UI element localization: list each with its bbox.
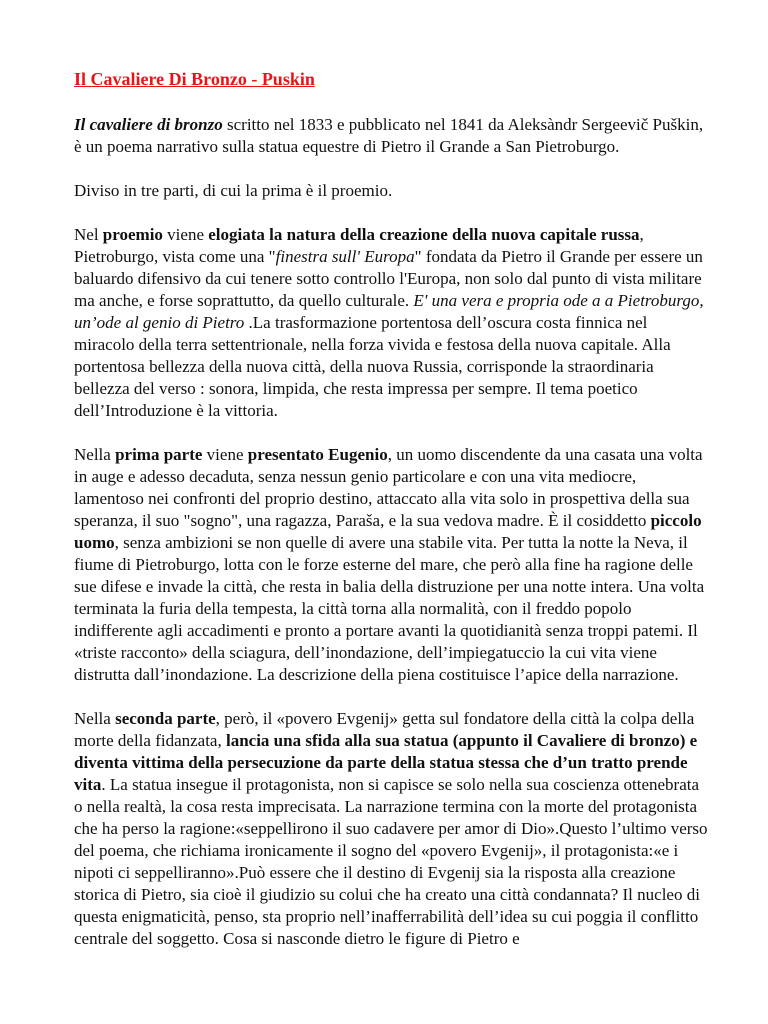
paragraph-proemio <box>74 224 710 422</box>
proemio-text-1: Nel <box>74 225 103 244</box>
paragraph-prima-parte <box>74 444 710 686</box>
proemio-ode-text: E' una vera e propria ode a a Pietroburgo, un’ode al genio di Pietro <box>74 291 704 332</box>
prima-text-2: viene <box>202 445 248 464</box>
prima-piccolo-uomo: piccolo uomo <box>74 511 702 552</box>
proemio-text-2: viene <box>162 225 209 244</box>
intro-text: scritto nel 1833 e pubblicato nel 1841 da Aleksàndr Sergeevič Puškin, è un poema narrativo sulla statua equestre di Pietro il Grande a San Pietroburgo. <box>74 115 704 156</box>
proemio-highlight: elogiata la natura della creazione della nuova capitale russa <box>208 225 640 244</box>
prima-text-4: , senza ambizioni se non quelle di avere una stabile vita. Per tutta la notte la Neva, il fiume di Pietroburgo, lotta con le forze esterne del mare, che però alla fine ha ragione delle sue difese e invade la città, che resta in balia della distruzione per una notte intera. Una volta terminata la furia della tempesta, la città torna alla normalità, con il freddo popolo indifferente agli accadimenti e pronto a portare avanti la quotidianità senza troppi patemi. Il «triste racconto» della sciagura, dell’inondazione, dell’impiegatuccio la cui vita viene distrutta dall’inondazione. La descrizione della piena costituisce l’apice della narrazione. <box>74 533 705 684</box>
paragraph-structure <box>74 180 710 202</box>
seconda-text-3: . La statua insegue il protagonista, non si capisce se solo nella sua coscienza ottenebrata o nella realtà, la cosa resta imprecisata. La narrazione termina con la morte del protagonista che ha perso la ragione:«seppellirono il suo cadavere per amor di Dio».Questo l’ultimo verso del poema, che richiama ironicamente il sogno del «povero Evgenij», il protagonista:«e i nipoti ci seppelliranno».Può essere che il destino di Evgenij sia la risposta alla creazione storica di Pietro, sia cioè il giudizio su colui che ha creato una città condannata? Il nucleo di questa enigmaticità, penso, sta proprio nell’inafferrabilità dell’idea su cui poggia il conflitto centrale del soggetto. Cosa si nasconde dietro le figure di Pietro e <box>74 775 708 948</box>
proemio-text-5: .La trasformazione portentosa dell’oscura costa finnica nel miracolo della terra settentrionale, nella forza vivida e festosa della nuova capitale. Alla portentosa bellezza della nuova città, della nuova Russia, corrisponde la straordinaria bellezza del verso : sonora, limpida, che resta impressa per sempre. Il tema poetico dell’Introduzione è la vittoria. <box>74 313 671 420</box>
prima-highlight: presentato Eugenio <box>247 445 388 464</box>
proemio-text-3: , Pietroburgo, vista come una " <box>74 225 644 266</box>
prima-keyword: prima parte <box>115 445 203 464</box>
paragraph-seconda-parte <box>74 708 710 950</box>
structure-text: Diviso in tre parti, di cui la prima è il proemio. <box>74 181 393 200</box>
prima-text-1: Nella <box>74 445 116 464</box>
document-title: Il Cavaliere Di Bronzo - Puskin <box>74 69 315 89</box>
seconda-highlight: lancia una sfida alla sua statua (appunto il Cavaliere di bronzo) e diventa vittima della persecuzione da parte della statua stessa che d’un tratto prende vita <box>74 731 698 794</box>
document-body <box>74 66 710 972</box>
prima-text-3: , un uomo discendente da una casata una volta in auge e adesso decaduta, senza nessun genio particolare e con una vita mediocre, lamentoso nei confronti del proprio destino, attaccato alla vita solo in prospettiva della sua speranza, il suo "sogno", una ragazza, Paraša, e la sua vedova madre. È il cosiddetto <box>74 445 703 530</box>
work-title-text: Il cavaliere di bronzo <box>74 115 223 134</box>
seconda-text-2: , però, il «povero Evgenij» getta sul fondatore della città la colpa della morte della fidanzata, <box>74 709 695 750</box>
proemio-text-4: " fondata da Pietro il Grande per essere un baluardo difensivo da cui tenere sotto controllo l'Europa, non solo dal punto di vista militare ma anche, e forse soprattutto, da quello culturale. <box>74 247 703 310</box>
proemio-keyword: proemio <box>102 225 163 244</box>
proemio-quote: finestra sull' Europa <box>275 247 415 266</box>
paragraph-intro <box>74 114 710 158</box>
seconda-text-1: Nella <box>74 709 116 728</box>
seconda-keyword: seconda parte <box>115 709 216 728</box>
